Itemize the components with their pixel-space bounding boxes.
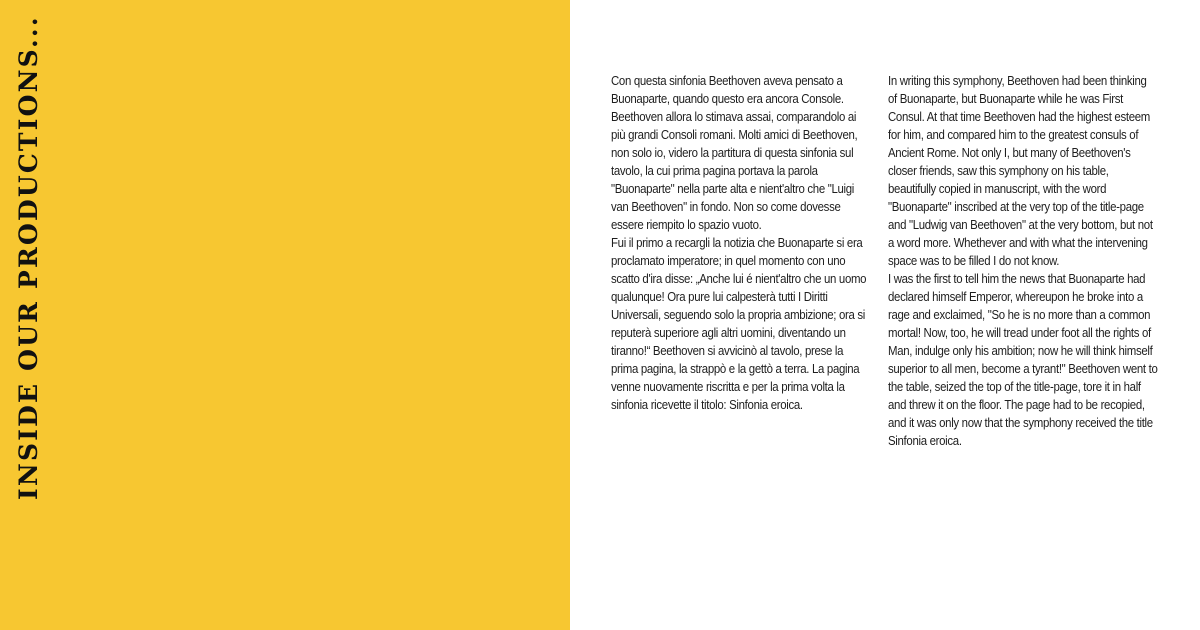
english-paragraph-2: I was the first to tell him the news that Buonaparte had declared himself Emperor, whereupon he broke into a rage and exclaimed, "So he is no more than a common mortal! Now, too, he will tread under foot all the rights of Man, indulge only his ambition; now he will think himself superior to all men, become a tyrant!" Beethoven went to the table, seized the top of the title-page, tore it in half and threw it on the floor. The page had to be recopied, and it was only now that the symphony received the title Sinfonia eroica.	[888, 272, 1158, 448]
italian-text-column	[611, 72, 868, 414]
italian-paragraph-2: Fui il primo a recargli la notizia che Buonaparte si era proclamato imperatore; in quel momento con uno scatto d'ira disse: „Anche lui é nient'altro che un uomo qualunque! Ora pure lui calpesterà tutti I Diritti Universali, seguendo solo la propria ambizione; ora si reputerà superiore agli altri uomini, diventando un tiranno!“ Beethoven si avvicinò al tavolo, prese la prima pagina, la strappò e la gettò a terra. La pagina venne nuovamente riscritta e per la prima volta la sinfonia ricevette il titolo: Sinfonia eroica.	[611, 236, 867, 412]
english-paragraph-1: In writing this symphony, Beethoven had been thinking of Buonaparte, but Buonaparte while he was First Consul. At that time Beethoven had the highest esteem for him, and compared him to the greatest consuls of Ancient Rome. Not only I, but many of Beethoven's closer friends, saw this symphony on his table, beautifully copied in manuscript, with the word "Buonaparte" inscribed at the very top of the title-page and "Ludwig van Beethoven" at the very bottom, but not a word more. Whethever and with what the intervening space was to be filled I do not know.	[888, 74, 1153, 268]
italian-paragraph-1: Con questa sinfonia Beethoven aveva pensato a Buonaparte, quando questo era ancora Console. Beethoven allora lo stimava assai, comparandolo ai più grandi Consoli romani. Molti amici di Beethoven, non solo io, videro la partitura di questa sinfonia sul tavolo, la cui prima pagina portava la parola "Buonaparte" nella parte alta e nient'altro che "Luigi van Beethoven" in fondo. Non so come dovesse essere riempito lo spazio vuoto.	[611, 74, 858, 232]
yellow-side-panel	[0, 0, 570, 630]
english-text-column	[888, 72, 1158, 450]
section-title: INSIDE OUR PRODUCTIONS...	[14, 15, 43, 500]
